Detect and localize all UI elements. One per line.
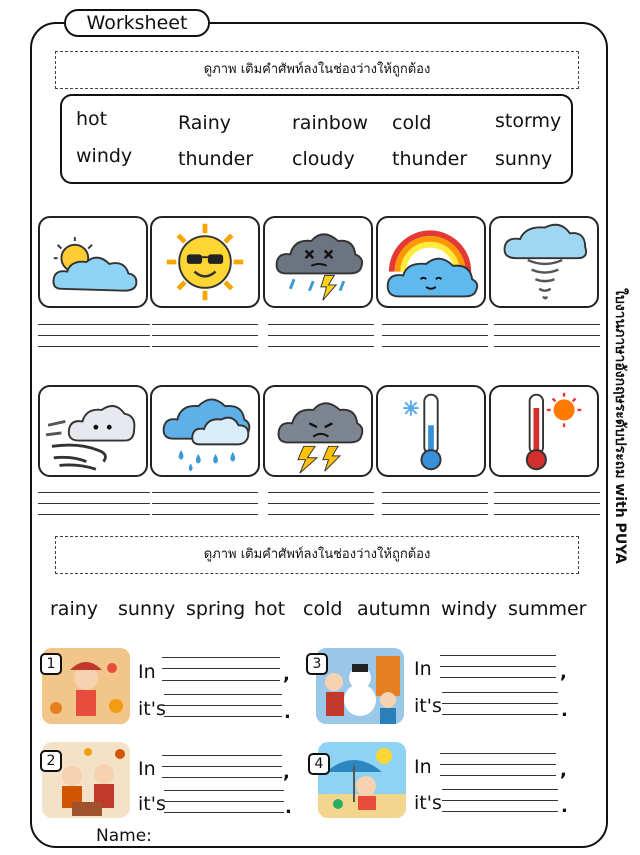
word-bank-1 bbox=[60, 94, 573, 184]
word-bank-item: cold bbox=[392, 112, 432, 134]
tornado-icon bbox=[489, 216, 599, 308]
word-bank-2-item: windy bbox=[441, 598, 498, 620]
word-bank-item: stormy bbox=[495, 110, 562, 132]
storm-cloud-icon bbox=[263, 216, 373, 308]
worksheet-tab: Worksheet bbox=[64, 9, 210, 37]
word-bank-item: cloudy bbox=[292, 148, 355, 170]
in-label: In bbox=[414, 658, 432, 680]
item-number: 2 bbox=[40, 750, 62, 772]
rainbow-cloud-icon bbox=[376, 216, 486, 308]
its-label: it's bbox=[138, 698, 166, 720]
word-bank-item: thunder bbox=[178, 148, 254, 170]
item-number: 4 bbox=[308, 753, 330, 775]
its-label: it's bbox=[138, 793, 166, 815]
windy-cloud-icon bbox=[38, 385, 148, 477]
hot-thermometer-icon bbox=[489, 385, 599, 477]
in-label: In bbox=[138, 758, 156, 780]
sunny-sun-icon bbox=[150, 216, 260, 308]
word-bank-2-item: hot bbox=[254, 598, 286, 620]
word-bank-item: Rainy bbox=[178, 112, 231, 134]
name-label: Name: bbox=[96, 826, 152, 846]
in-label: In bbox=[414, 756, 432, 778]
in-label: In bbox=[138, 661, 156, 683]
rainy-cloud-icon bbox=[150, 385, 260, 477]
word-bank-item: sunny bbox=[495, 148, 553, 170]
partly-cloudy-icon bbox=[38, 216, 148, 308]
word-bank-2-item: sunny bbox=[118, 598, 176, 620]
its-label: it's bbox=[414, 695, 442, 717]
word-bank-2-item: autumn bbox=[357, 598, 431, 620]
its-label: it's bbox=[414, 792, 442, 814]
instruction-banner-1: ดูภาพ เติมคำศัพท์ลงในช่องว่างให้ถูกต้อง bbox=[55, 51, 579, 89]
side-credit: ใบงานภาษาอังกฤษระดับประถม with PUYA bbox=[612, 288, 628, 564]
thunder-cloud-icon bbox=[263, 385, 373, 477]
item-number: 1 bbox=[40, 653, 62, 675]
cold-thermometer-icon bbox=[376, 385, 486, 477]
word-bank-2-item: summer bbox=[508, 598, 587, 620]
word-bank-2-item: spring bbox=[186, 598, 246, 620]
word-bank-item: thunder bbox=[392, 148, 468, 170]
winter-photo bbox=[316, 648, 404, 724]
instruction-banner-2: ดูภาพ เติมคำศัพท์ลงในช่องว่างให้ถูกต้อง bbox=[55, 536, 579, 574]
word-bank-item: hot bbox=[76, 108, 108, 130]
word-bank-item: windy bbox=[76, 145, 133, 167]
word-bank-2-item: rainy bbox=[50, 598, 99, 620]
word-bank-2-item: cold bbox=[303, 598, 343, 620]
summer-photo bbox=[318, 742, 406, 818]
item-number: 3 bbox=[306, 653, 328, 675]
word-bank-item: rainbow bbox=[292, 112, 368, 134]
